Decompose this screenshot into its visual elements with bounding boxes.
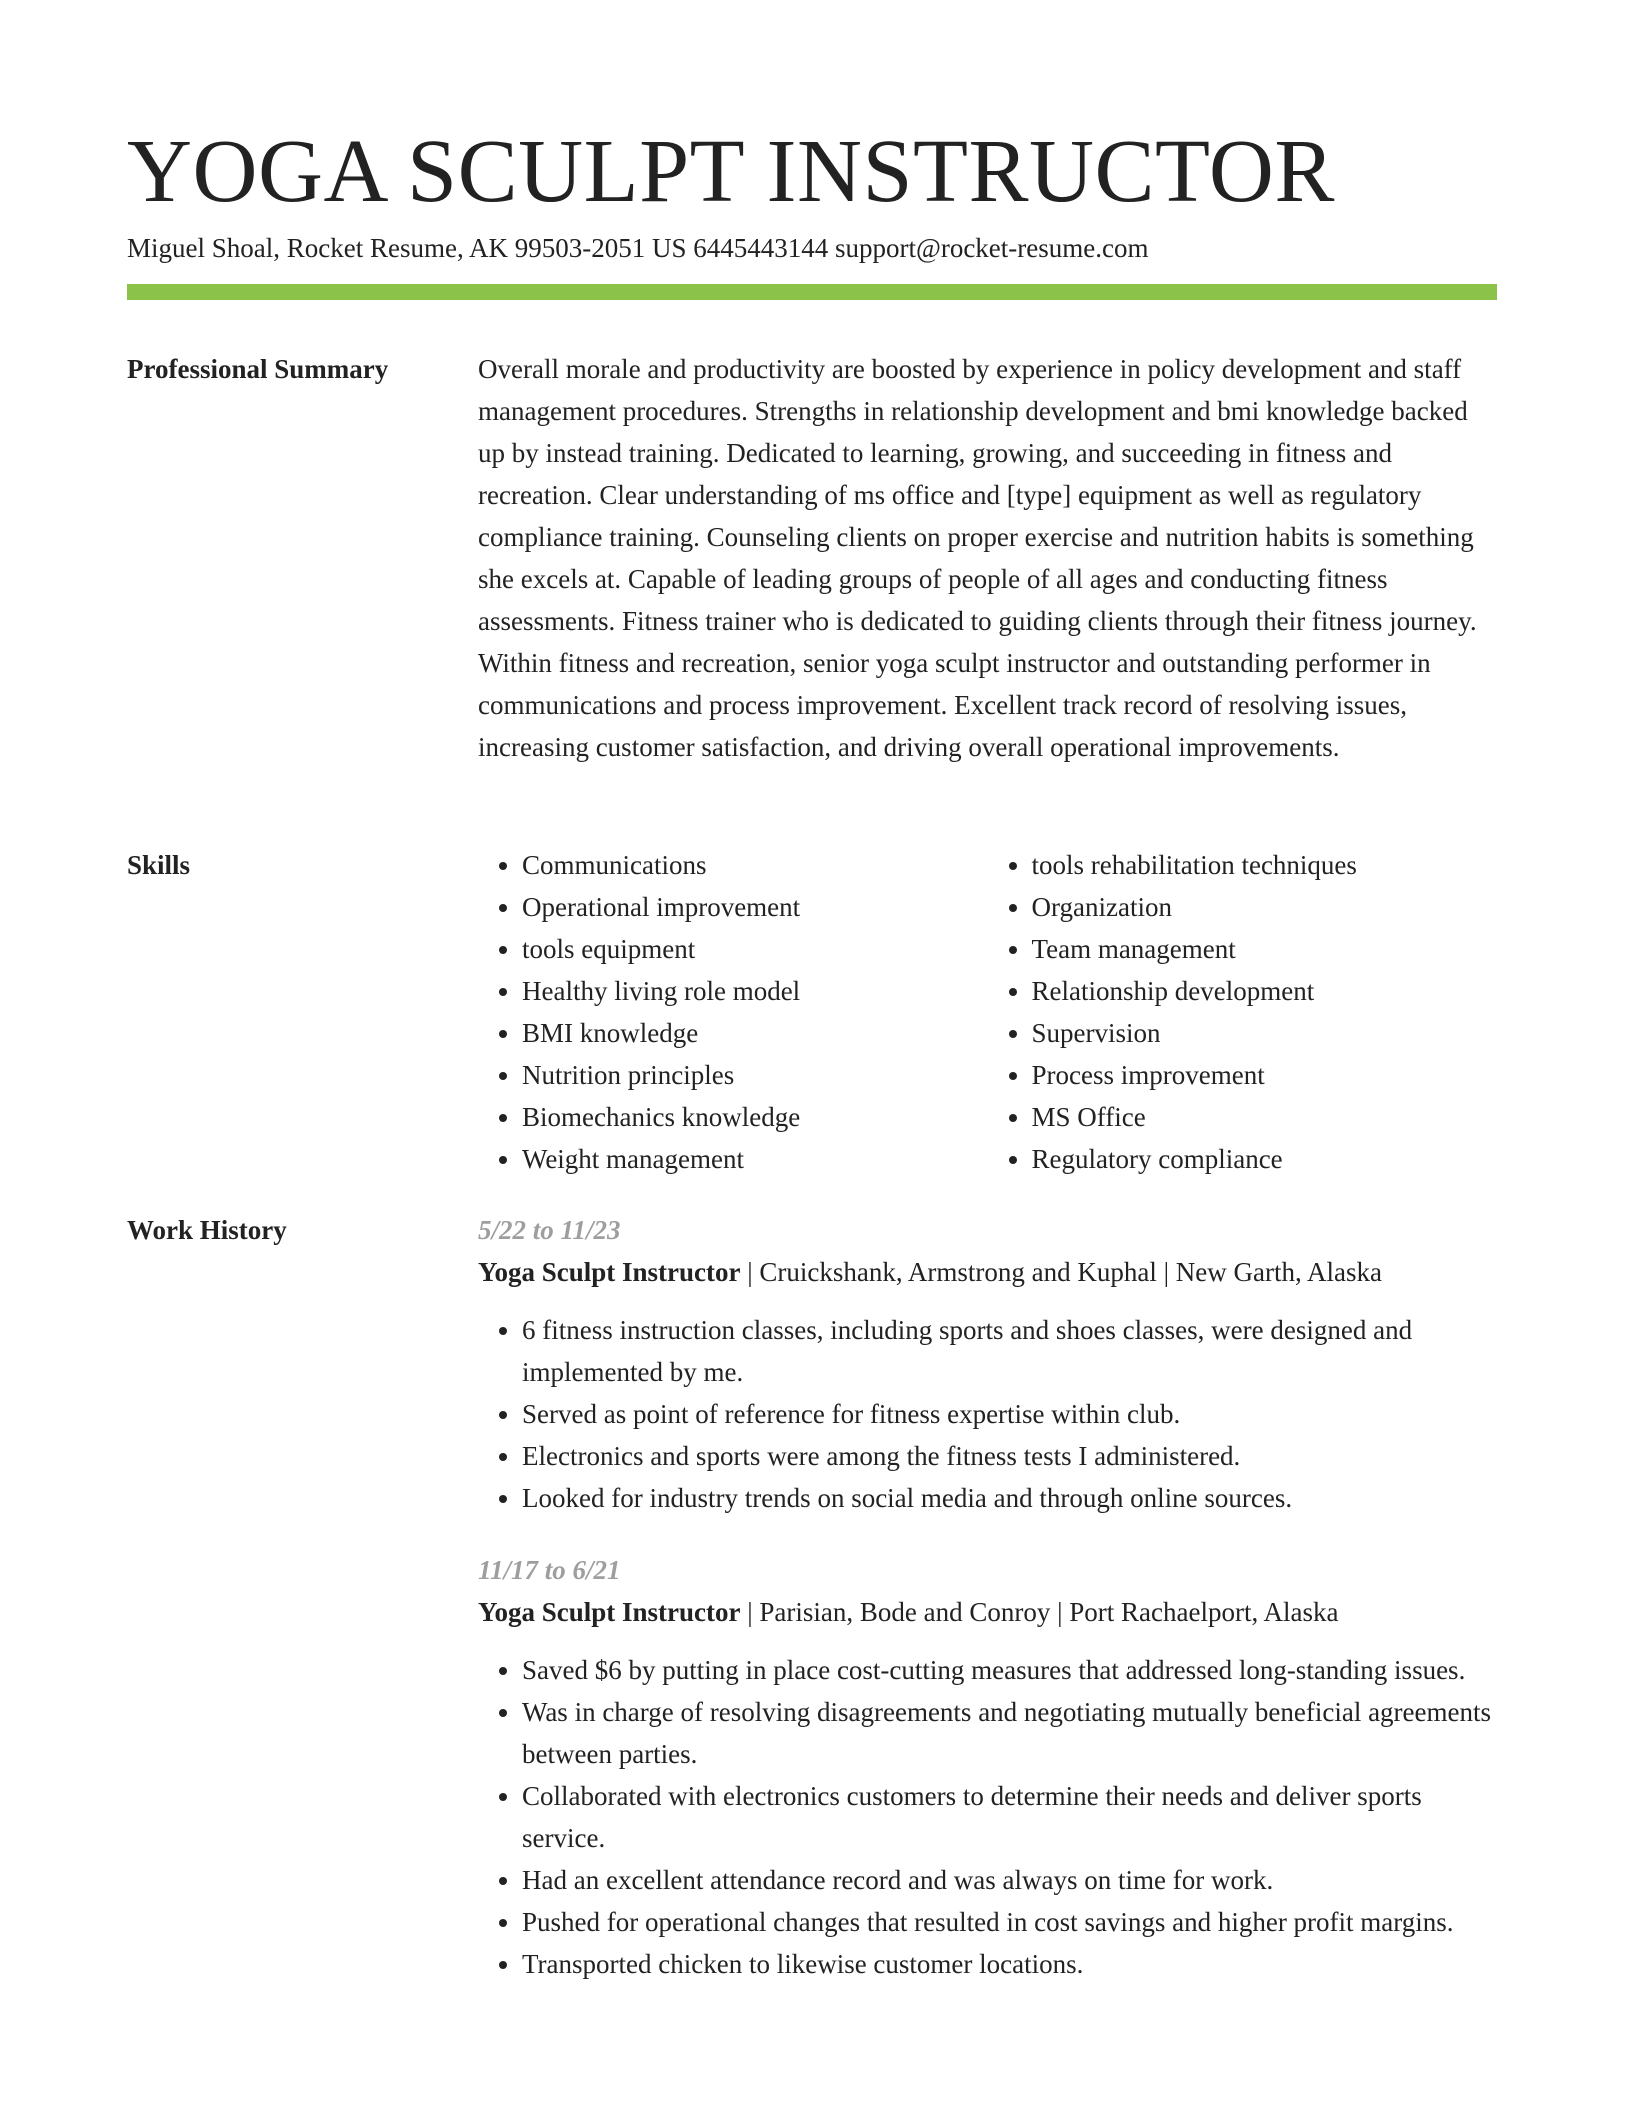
skill-item: • Process improvement (1032, 1054, 1498, 1096)
work-history-heading: Work History (127, 1215, 287, 1245)
work-history-section (478, 1209, 1497, 1985)
job-bullet: • Looked for industry trends on social media and through online sources. (522, 1477, 1497, 1519)
job-employer-location: | Parisian, Bode and Conroy | Port Rachaelport, Alaska (740, 1597, 1339, 1627)
job-bullet: • Saved $6 by putting in place cost-cutting measures that addressed long-standing issues. (522, 1649, 1497, 1691)
job-bullets (478, 1309, 1497, 1519)
contact-line: Miguel Shoal, Rocket Resume, AK 99503-2051 US 6445443144 support@rocket-resume.com (127, 233, 1149, 263)
job-bullet: • Transported chicken to likewise customer locations. (522, 1943, 1497, 1985)
job-title: Yoga Sculpt Instructor (478, 1597, 741, 1627)
skill-item: • Team management (1032, 928, 1498, 970)
header-divider (127, 284, 1497, 300)
resume-title: YOGA SCULPT INSTRUCTOR (127, 122, 1335, 221)
job-title: Yoga Sculpt Instructor (478, 1257, 741, 1287)
job-heading (478, 1591, 1497, 1633)
job-heading (478, 1251, 1497, 1293)
skills-heading: Skills (127, 850, 191, 880)
job-bullet: • Served as point of reference for fitness expertise within club. (522, 1393, 1497, 1435)
job-bullet: • Had an excellent attendance record and was always on time for work. (522, 1859, 1497, 1901)
summary-heading: Professional Summary (127, 354, 389, 384)
skill-item: • Communications (522, 844, 988, 886)
skill-item: • Supervision (1032, 1012, 1498, 1054)
skill-item: • Biomechanics knowledge (522, 1096, 988, 1138)
skill-item: • tools rehabilitation techniques (1032, 844, 1498, 886)
skills-list-left (478, 844, 988, 1180)
job-bullet: • Electronics and sports were among the fitness tests I administered. (522, 1435, 1497, 1477)
job-bullet: • Collaborated with electronics customers to determine their needs and deliver sports service. (522, 1775, 1497, 1859)
job-bullet: • 6 fitness instruction classes, including sports and shoes classes, were designed and implemented by me. (522, 1309, 1497, 1393)
job-employer-location: | Cruickshank, Armstrong and Kuphal | New Garth, Alaska (740, 1257, 1382, 1287)
job-bullets (478, 1649, 1497, 1985)
job-bullet: • Was in charge of resolving disagreements and negotiating mutually beneficial agreements between parties. (522, 1691, 1497, 1775)
job-bullet: • Pushed for operational changes that resulted in cost savings and higher profit margins. (522, 1901, 1497, 1943)
skill-item: • Healthy living role model (522, 970, 988, 1012)
job-dates: 5/22 to 11/23 (478, 1215, 621, 1245)
skills-section (478, 844, 1497, 1180)
skill-item: • BMI knowledge (522, 1012, 988, 1054)
summary-text: Overall morale and productivity are boosted by experience in policy development and staff management procedures. Strengths in relationship development and bmi knowledge backed up by instead training. Dedicated to learning, growing, and succeeding in fitness and recreation. Clear understanding of ms office and [type] equipment as well as regulatory compliance training. Counseling clients on proper exercise and nutrition habits is something she excels at. Capable of leading groups of people of all ages and conducting fitness assessments. Fitness trainer who is dedicated to guiding clients through their fitness journey. Within fitness and recreation, senior yoga sculpt instructor and outstanding performer in communications and process improvement. Excellent track record of resolving issues, increasing customer satisfaction, and driving overall operational improvements. (478, 354, 1477, 762)
skill-item: • Weight management (522, 1138, 988, 1180)
skill-item: • Relationship development (1032, 970, 1498, 1012)
skills-list-right (988, 844, 1498, 1180)
summary-section (478, 348, 1497, 768)
job-entry (478, 1209, 1497, 1519)
skill-item: • Regulatory compliance (1032, 1138, 1498, 1180)
job-entry (478, 1549, 1497, 1985)
skill-item: • MS Office (1032, 1096, 1498, 1138)
skill-item: • Operational improvement (522, 886, 988, 928)
skill-item: • Organization (1032, 886, 1498, 928)
skill-item: • tools equipment (522, 928, 988, 970)
skill-item: • Nutrition principles (522, 1054, 988, 1096)
job-dates: 11/17 to 6/21 (478, 1555, 621, 1585)
